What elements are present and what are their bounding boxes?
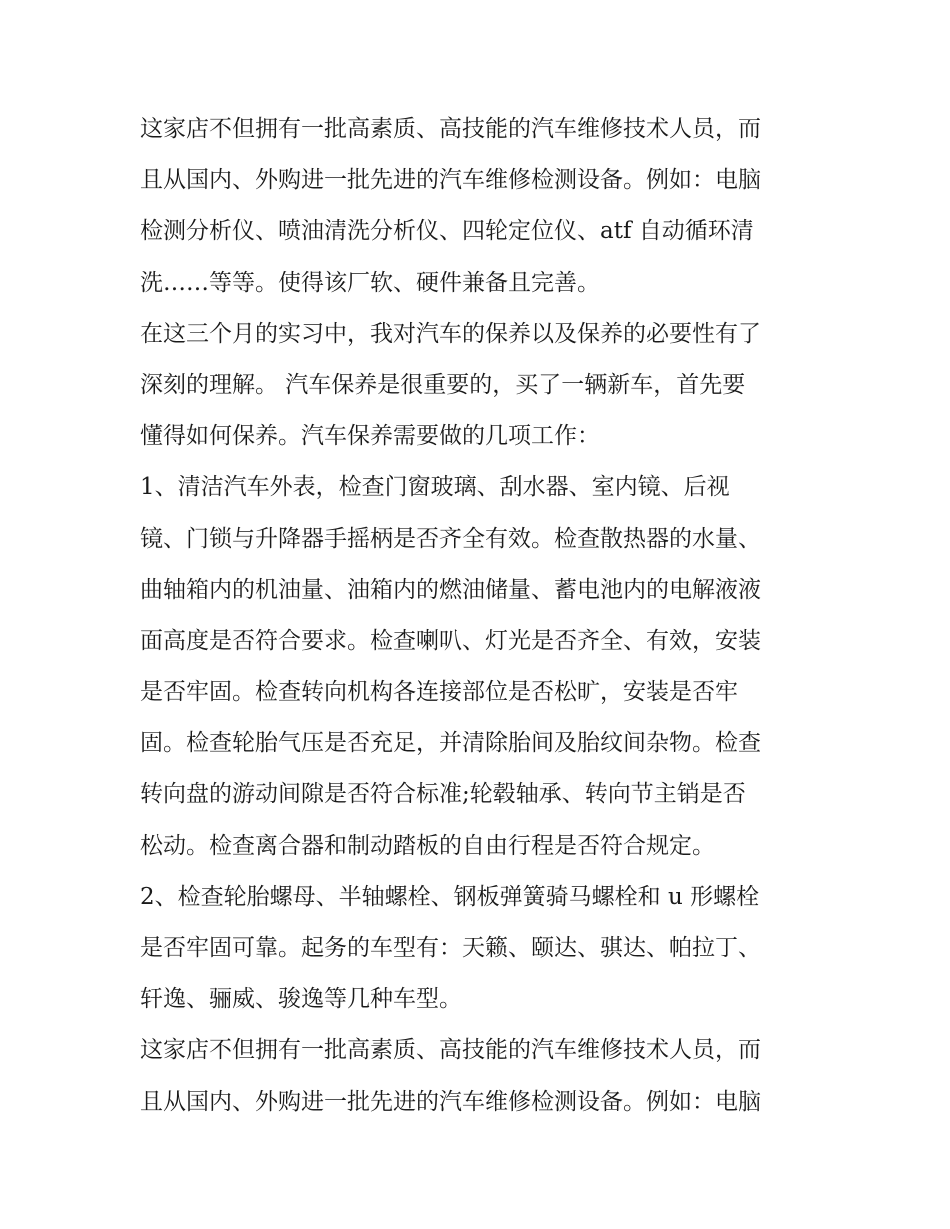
text-line: 镜、门锁与升降器手摇柄是否齐全有效。检查散热器的水量、 <box>140 525 761 552</box>
text-line: 2、检查轮胎螺母、半轴螺栓、钢板弹簧骑马螺栓和 u 形螺栓 <box>140 883 760 910</box>
text-line: 转向盘的游动间隙是否符合标准;轮毂轴承、转向节主销是否 <box>140 781 746 808</box>
text-line: 洗……等等。使得该厂软、硬件兼备且完善。 <box>140 269 600 296</box>
text-line: 这家店不但拥有一批高素质、高技能的汽车维修技术人员，而 <box>140 1037 761 1064</box>
text-line: 曲轴箱内的机油量、油箱内的燃油储量、蓄电池内的电解液液 <box>140 576 761 603</box>
text-line: 松动。检查离合器和制动踏板的自由行程是否符合规定。 <box>140 832 715 859</box>
text-line: 面高度是否符合要求。检查喇叭、灯光是否齐全、有效，安装 <box>140 627 761 654</box>
text-line: 深刻的理解。 汽车保养是很重要的，买了一辆新车，首先要 <box>140 371 746 398</box>
text-line: 在这三个月的实习中，我对汽车的保养以及保养的必要性有了 <box>140 320 761 347</box>
text-line: 且从国内、外购进一批先进的汽车维修检测设备。例如：电脑 <box>140 167 761 194</box>
text-line: 是否牢固可靠。起务的车型有：天籁、颐达、骐达、帕拉丁、 <box>140 935 761 961</box>
text-line: 1、清洁汽车外表，检查门窗玻璃、刮水器、室内镜、后视 <box>140 474 730 501</box>
text-line: 固。检查轮胎气压是否充足，并清除胎间及胎纹间杂物。检查 <box>140 730 761 757</box>
text-line: 检测分析仪、喷油清洗分析仪、四轮定位仪、atf 自动循环清 <box>140 218 754 245</box>
text-line: 且从国内、外购进一批先进的汽车维修检测设备。例如：电脑 <box>140 1088 761 1115</box>
text-line: 是否牢固。检查转向机构各连接部位是否松旷，安装是否牢 <box>140 679 738 706</box>
text-line: 轩逸、骊威、骏逸等几种车型。 <box>140 986 462 1013</box>
text-line: 懂得如何保养。汽车保养需要做的几项工作： <box>140 423 600 450</box>
document-body <box>140 104 820 1128</box>
text-line: 这家店不但拥有一批高素质、高技能的汽车维修技术人员，而 <box>140 116 761 142</box>
